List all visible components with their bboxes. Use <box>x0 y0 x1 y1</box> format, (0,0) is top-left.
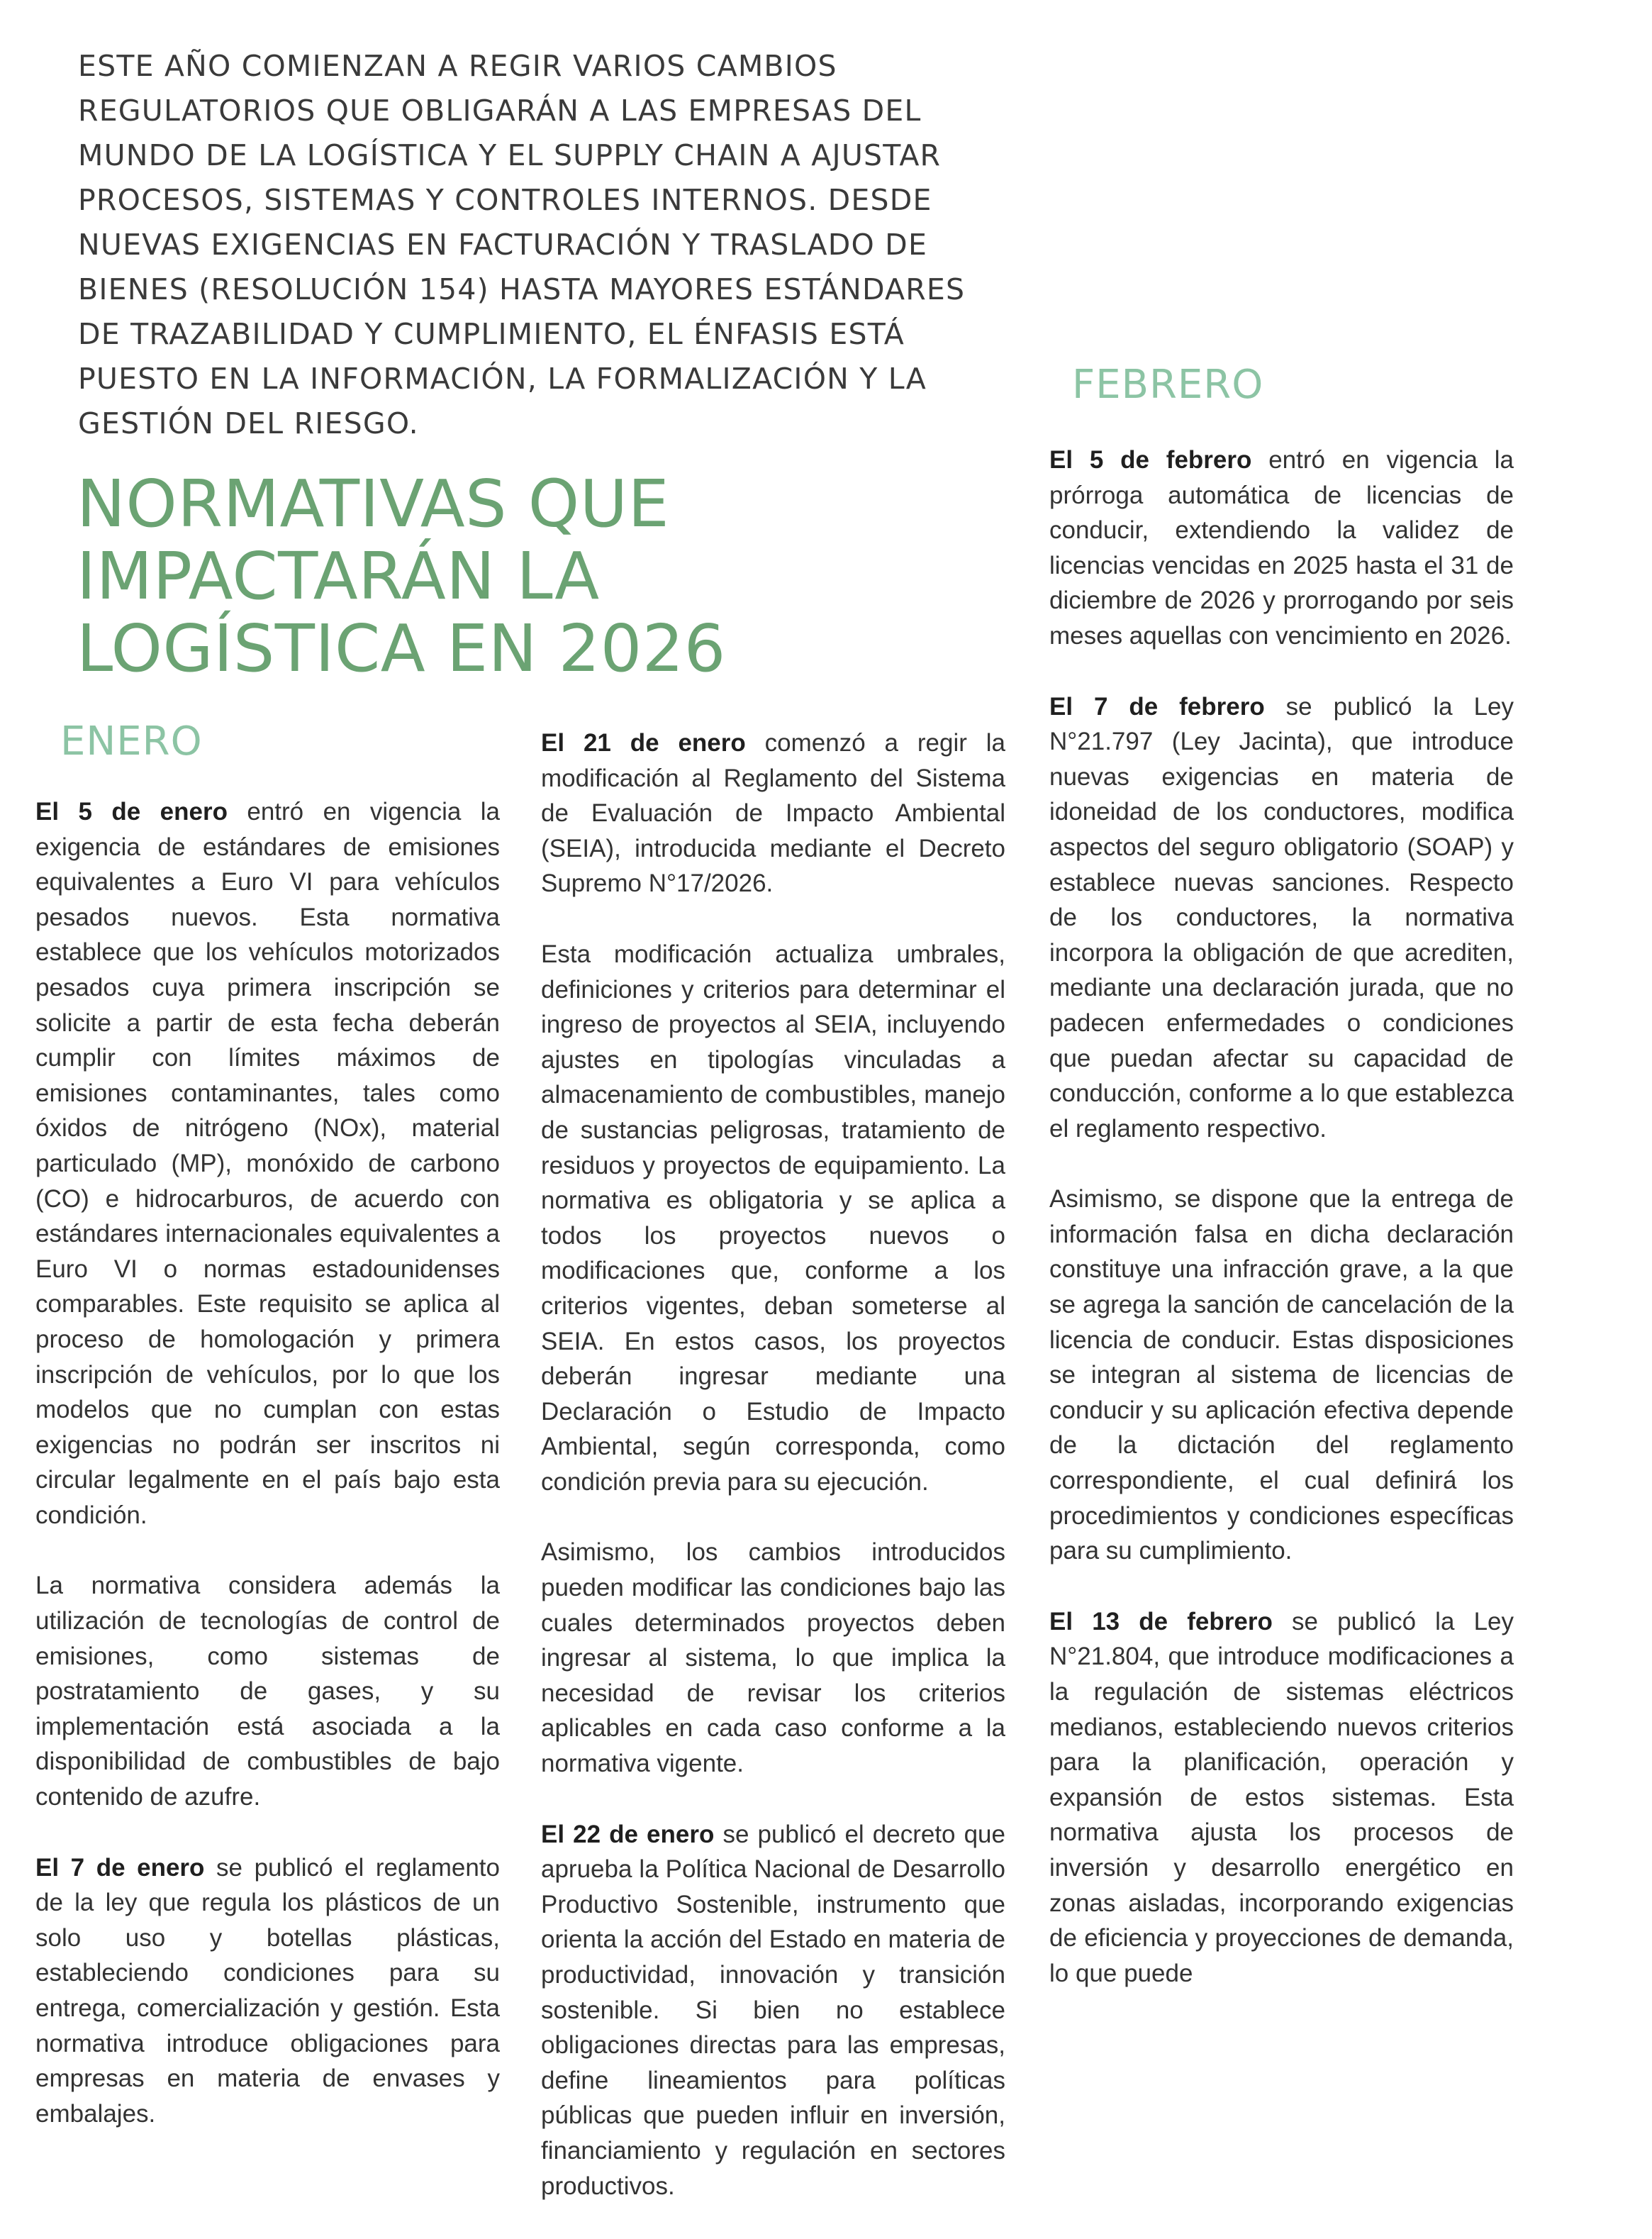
section-heading-enero: ENERO <box>60 718 203 765</box>
date-enero-22: El 22 de enero <box>541 1820 715 1848</box>
date-enero-21: El 21 de enero <box>541 729 746 757</box>
column-1 <box>35 794 500 2167</box>
paragraph-enero-21 <box>541 726 1005 901</box>
paragraph-febrero-declaracion: Asimismo, se dispone que la entrega de información falsa en dicha declaración constituye una infracción grave, a la que se agrega la sanción de cancelación de la licencia de conducir. Estas disposiciones se integran al sistema de licencias de conducir y su aplicación efectiva depende de la dictación del reglamento correspondiente, el cual definirá los procedimientos y condiciones específicas para su cumplimiento. <box>1049 1185 1514 1565</box>
paragraph-febrero-13 <box>1049 1604 1514 1991</box>
text-enero-21: comenzó a regir la modificación al Reglamento del Sistema de Evaluación de Impacto Ambiental (SEIA), introducida mediante el Decreto Supremo N°17/2026. <box>541 729 1006 898</box>
paragraph-enero-emisiones: La normativa considera además la utilización de tecnologías de control de emisiones, como sistemas de postratamiento de gases, y su implementación está asociada a la disponibilidad de combustibles de bajo contenido de azufre. <box>35 1572 500 1811</box>
page-title: NORMATIVAS QUE IMPACTARÁN LA LOGÍSTICA EN 2026 <box>77 466 726 687</box>
text-febrero-5: entró en vigencia la prórroga automática de licencias de conducir, extendiendo la validez de licencias vencidas en 2025 hasta el 31 de diciembre de 2026 y prorrogando por seis meses aquellas con vencimiento en 2026. <box>1049 446 1514 650</box>
paragraph-enero-7 <box>35 1850 500 2132</box>
paragraph-enero-22 <box>541 1817 1005 2204</box>
paragraph-enero-5 <box>35 794 500 1533</box>
text-febrero-13: se publicó la Ley N°21.804, que introduce modificaciones a la regulación de sistemas eléctricos medianos, estableciendo nuevos criterios para la planificación, operación y expansión de estos sistemas. Esta normativa ajusta los procesos de inversión y desarrollo energético en zonas aisladas, incorporando exigencias de eficiencia y proyecciones de demanda, lo que puede <box>1049 1607 1514 1987</box>
date-enero-7: El 7 de enero <box>35 1853 205 1882</box>
paragraph-seia-cambios: Asimismo, los cambios introducidos pueden modificar las condiciones bajo las cuales determinados proyectos deben ingresar al sistema, lo que implica la necesidad de revisar los criterios aplicables en cada caso conforme a la normativa vigente. <box>541 1538 1005 1778</box>
paragraph-febrero-7 <box>1049 689 1514 1147</box>
date-febrero-13: El 13 de febrero <box>1049 1607 1273 1635</box>
date-febrero-7: El 7 de febrero <box>1049 692 1265 721</box>
paragraph-seia-modificacion: Esta modificación actualiza umbrales, definiciones y criterios para determinar el ingreso de proyectos al SEIA, incluyendo ajustes en tipologías vinculadas a almacenamiento de combustibles, manejo de sustancias peligrosas, tratamiento de residuos y proyectos de equipamiento. La normativa es obligatoria y se aplica a todos los proyectos nuevos o modificaciones que, conforme a los criterios vigentes, deban someterse al SEIA. En estos casos, los proyectos deberán ingresar mediante una Declaración o Estudio de Impacto Ambiental, según corresponda, como condición previa para su ejecución. <box>541 940 1005 1496</box>
date-febrero-5: El 5 de febrero <box>1049 446 1252 474</box>
column-2 <box>541 726 1005 2239</box>
date-enero-5: El 5 de enero <box>35 798 228 826</box>
paragraph-febrero-5 <box>1049 443 1514 654</box>
text-febrero-7: se publicó la Ley N°21.797 (Ley Jacinta), que introduce nuevas exigencias en materia de idoneidad de los conductores, modifica aspectos del seguro obligatorio (SOAP) y establece nuevas sanciones. Respecto de los conductores, la normativa incorpora la obligación de que acrediten, mediante una declaración jurada, que no padecen enfermedades o condiciones que puedan afectar su capacidad de conducción, conforme a lo que establezca el reglamento respectivo. <box>1049 692 1514 1143</box>
text-enero-7: se publicó el reglamento de la ley que regula los plásticos de un solo uso y botellas plásticas, estableciendo condiciones para su entrega, comercialización y gestión. Esta normativa introduce obligaciones para empresas en materia de envases y embalajes. <box>35 1853 500 2128</box>
section-heading-febrero: FEBRERO <box>1072 362 1264 408</box>
intro-text: ESTE AÑO COMIENZAN A REGIR VARIOS CAMBIOS REGULATORIOS QUE OBLIGARÁN A LAS EMPRESAS DEL MUNDO DE LA LOGÍSTICA Y EL SUPPLY CHAIN A AJUSTAR PROCESOS, SISTEMAS Y CONTROLES INTERNOS. DESDE NUEVAS EXIGENCIAS EN FACTURACIÓN Y TRASLADO DE BIENES (RESOLUCIÓN 154) HASTA MAYORES ESTÁNDARES DE TRAZABILIDAD Y CUMPLIMIENTO, EL ÉNFASIS ESTÁ PUESTO EN LA INFORMACIÓN, LA FORMALIZACIÓN Y LA GESTIÓN DEL RIESGO. <box>78 49 966 440</box>
text-enero-5: entró en vigencia la exigencia de estándares de emisiones equivalentes a Euro VI para vehículos pesados nuevos. Esta normativa establece que los vehículos motorizados pesados cuya primera inscripción se solicite a partir de esta fecha deberán cumplir con límites máximos de emisiones contaminantes, tales como óxidos de nitrógeno (NOx), material particulado (MP), monóxido de carbono (CO) e hidrocarburos, de acuerdo con estándares internacionales equivalentes a Euro VI o normas estadounidenses comparables. Este requisito se aplica al proceso de homologación y primera inscripción de vehículos, por lo que los modelos que no cumplan con estas exigencias no podrán ser inscritos ni circular legalmente en el país bajo esta condición. <box>35 798 500 1529</box>
text-enero-22: se publicó el decreto que aprueba la Política Nacional de Desarrollo Productivo Sostenible, instrumento que orienta la acción del Estado en materia de productividad, innovación y transición sostenible. Si bien no establece obligaciones directas para las empresas, define lineamientos para políticas públicas que pueden influir en inversión, financiamiento y regulación en sectores productivos. <box>541 1820 1005 2200</box>
column-3 <box>1049 443 1514 2026</box>
